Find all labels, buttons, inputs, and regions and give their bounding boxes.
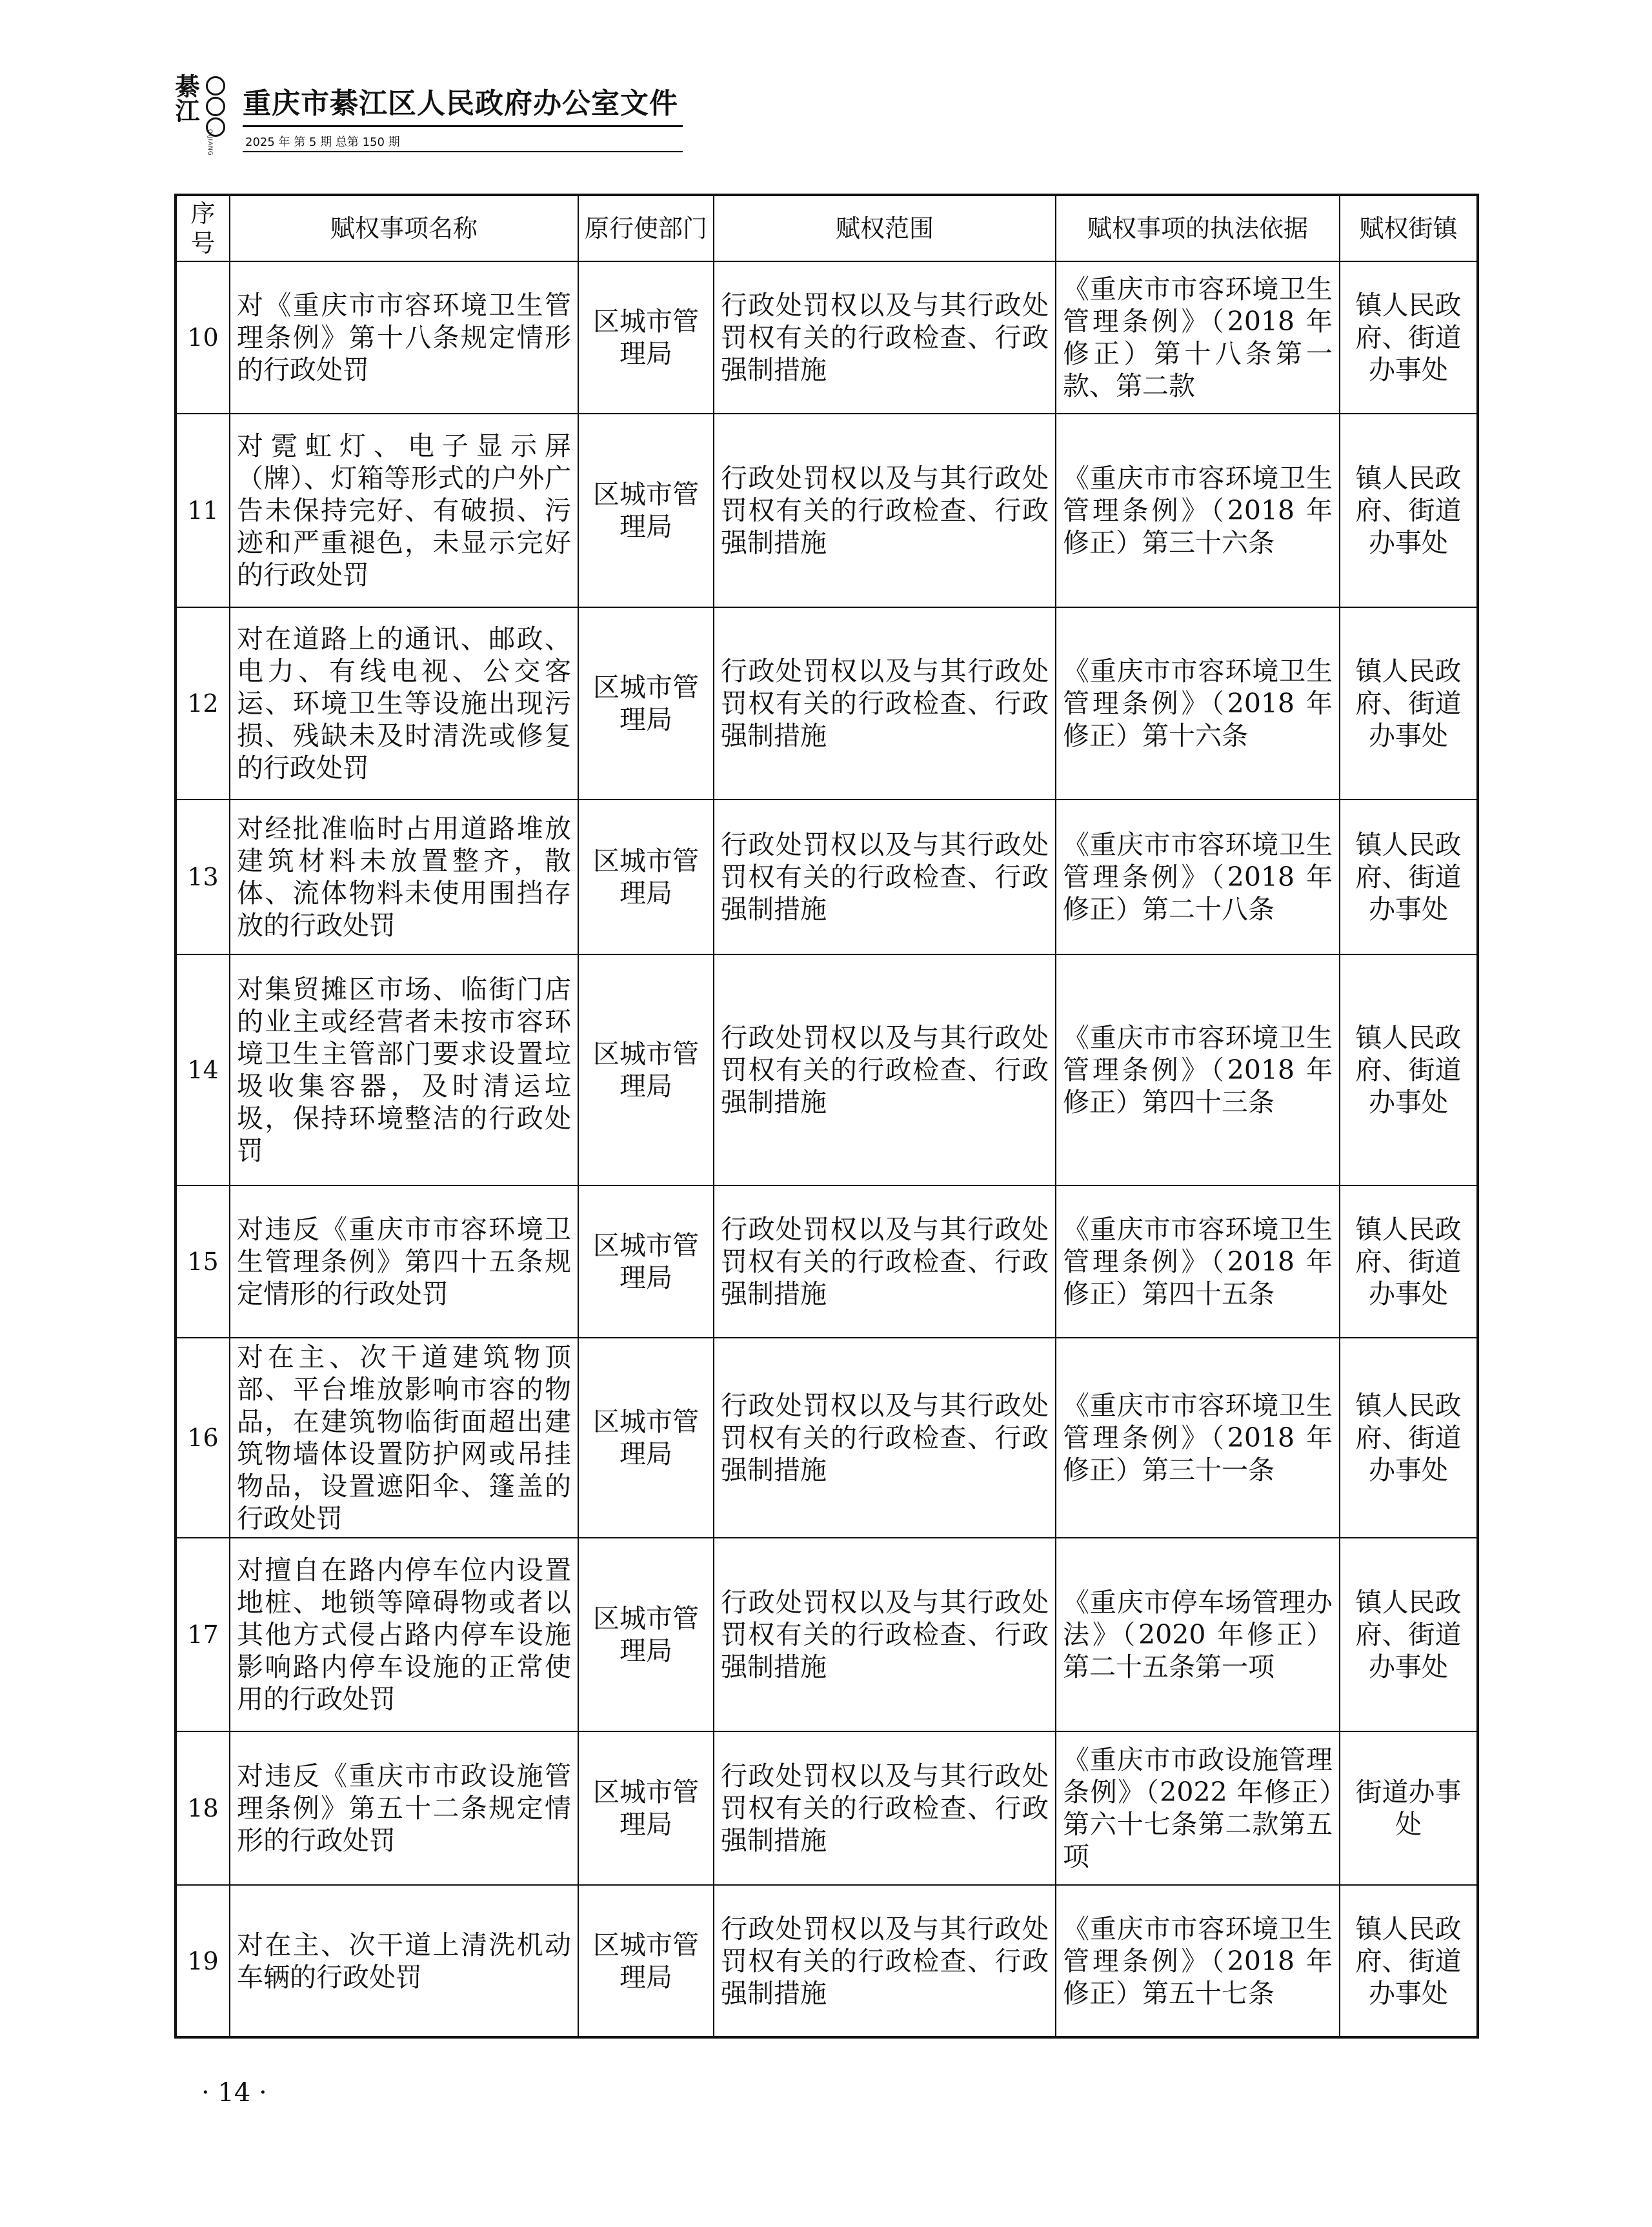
row-number: 14 xyxy=(176,954,230,1185)
empowerment-scope: 行政处罚权以及与其行政处罚权有关的行政检查、行政强制措施 xyxy=(714,607,1056,800)
table-row xyxy=(176,607,1478,800)
page-number: · 14 · xyxy=(201,2078,267,2108)
table-row xyxy=(176,1731,1478,1885)
header-scope: 赋权范围 xyxy=(714,195,1056,261)
row-number: 19 xyxy=(176,1885,230,2037)
qijiang-logo xyxy=(171,71,232,156)
legal-basis: 《重庆市市容环境卫生管理条例》（2018 年修正）第四十五条 xyxy=(1056,1185,1340,1338)
legal-basis: 《重庆市市容环境卫生管理条例》（2018 年修正）第十六条 xyxy=(1056,607,1340,800)
header-num: 序号 xyxy=(176,195,230,261)
item-name: 对违反《重庆市市容环境卫生管理条例》第四十五条规定情形的行政处罚 xyxy=(230,1185,578,1338)
table-row xyxy=(176,1538,1478,1731)
table-row xyxy=(176,800,1478,954)
table-row xyxy=(176,1338,1478,1538)
empowered-town: 镇人民政府、街道办事处 xyxy=(1340,1185,1478,1338)
table-row xyxy=(176,954,1478,1185)
empowered-town: 镇人民政府、街道办事处 xyxy=(1340,954,1478,1185)
empowered-town: 镇人民政府、街道办事处 xyxy=(1340,1338,1478,1538)
empowered-town: 镇人民政府、街道办事处 xyxy=(1340,261,1478,414)
original-department: 区城市管理局 xyxy=(578,1538,714,1731)
issue-info: 2025 年 第 5 期 总第 150 期 xyxy=(245,136,400,149)
item-name: 对集贸摊区市场、临街门店的业主或经营者未按市容环境卫生主管部门要求设置垃圾收集容器，及时清运垃圾，保持环境整洁的行政处罚 xyxy=(230,954,578,1185)
header-divider-bottom xyxy=(243,151,683,152)
empowered-town: 镇人民政府、街道办事处 xyxy=(1340,607,1478,800)
table-row xyxy=(176,1185,1478,1338)
legal-basis: 《重庆市市容环境卫生管理条例》（2018 年修正）第三十六条 xyxy=(1056,414,1340,607)
logo-subtext: QIJIANG xyxy=(206,129,213,156)
item-name: 对《重庆市市容环境卫生管理条例》第十八条规定情形的行政处罚 xyxy=(230,261,578,414)
original-department: 区城市管理局 xyxy=(578,1885,714,2037)
original-department: 区城市管理局 xyxy=(578,800,714,954)
header-divider xyxy=(243,125,683,127)
item-name: 对经批准临时占用道路堆放建筑材料未放置整齐，散体、流体物料未使用围挡存放的行政处罚 xyxy=(230,800,578,954)
empowerment-scope: 行政处罚权以及与其行政处罚权有关的行政检查、行政强制措施 xyxy=(714,414,1056,607)
document-title: 重庆市綦江区人民政府办公室文件 xyxy=(243,87,678,120)
table-header xyxy=(176,195,1478,261)
empowered-town: 镇人民政府、街道办事处 xyxy=(1340,1885,1478,2037)
row-number: 12 xyxy=(176,607,230,800)
logo-text: 綦江 xyxy=(171,74,200,123)
row-number: 13 xyxy=(176,800,230,954)
legal-basis: 《重庆市市政设施管理条例》（2022 年修正）第六十七条第二款第五项 xyxy=(1056,1731,1340,1885)
empowered-town: 街道办事处 xyxy=(1340,1731,1478,1885)
item-name: 对擅自在路内停车位内设置地桩、地锁等障碍物或者以其他方式侵占路内停车设施影响路内停车设施的正常使用的行政处罚 xyxy=(230,1538,578,1731)
original-department: 区城市管理局 xyxy=(578,1731,714,1885)
header-row xyxy=(176,195,1478,261)
empowerment-scope: 行政处罚权以及与其行政处罚权有关的行政检查、行政强制措施 xyxy=(714,1731,1056,1885)
empowerment-scope: 行政处罚权以及与其行政处罚权有关的行政检查、行政强制措施 xyxy=(714,954,1056,1185)
row-number: 17 xyxy=(176,1538,230,1731)
item-name: 对违反《重庆市市政设施管理条例》第五十二条规定情形的行政处罚 xyxy=(230,1731,578,1885)
item-name: 对在主、次干道建筑物顶部、平台堆放影响市容的物品，在建筑物临街面超出建筑物墙体设置防护网或吊挂物品，设置遮阳伞、篷盖的行政处罚 xyxy=(230,1338,578,1538)
header-dept: 原行使部门 xyxy=(578,195,714,261)
empowered-town: 镇人民政府、街道办事处 xyxy=(1340,1538,1478,1731)
document-header xyxy=(173,71,683,155)
empowerment-scope: 行政处罚权以及与其行政处罚权有关的行政检查、行政强制措施 xyxy=(714,261,1056,414)
row-number: 10 xyxy=(176,261,230,414)
legal-basis: 《重庆市市容环境卫生管理条例》（2018 年修正）第三十一条 xyxy=(1056,1338,1340,1538)
empowered-town: 镇人民政府、街道办事处 xyxy=(1340,414,1478,607)
original-department: 区城市管理局 xyxy=(578,1338,714,1538)
row-number: 15 xyxy=(176,1185,230,1338)
table-body xyxy=(176,261,1478,2037)
item-name: 对在主、次干道上清洗机动车辆的行政处罚 xyxy=(230,1885,578,2037)
original-department: 区城市管理局 xyxy=(578,1185,714,1338)
empowerment-scope: 行政处罚权以及与其行政处罚权有关的行政检查、行政强制措施 xyxy=(714,1185,1056,1338)
table-row xyxy=(176,1885,1478,2037)
empowerment-scope: 行政处罚权以及与其行政处罚权有关的行政检查、行政强制措施 xyxy=(714,1538,1056,1731)
legal-basis: 《重庆市市容环境卫生管理条例》（2018 年修正）第十八条第一款、第二款 xyxy=(1056,261,1340,414)
empowered-town: 镇人民政府、街道办事处 xyxy=(1340,800,1478,954)
header-basis: 赋权事项的执法依据 xyxy=(1056,195,1340,261)
logo-circle-icon xyxy=(204,76,227,128)
table-row xyxy=(176,261,1478,414)
row-number: 18 xyxy=(176,1731,230,1885)
empowerment-scope: 行政处罚权以及与其行政处罚权有关的行政检查、行政强制措施 xyxy=(714,1885,1056,2037)
original-department: 区城市管理局 xyxy=(578,261,714,414)
item-name: 对霓虹灯、电子显示屏（牌）、灯箱等形式的户外广告未保持完好、有破损、污迹和严重褪色，未显示完好的行政处罚 xyxy=(230,414,578,607)
empowerment-scope: 行政处罚权以及与其行政处罚权有关的行政检查、行政强制措施 xyxy=(714,1338,1056,1538)
original-department: 区城市管理局 xyxy=(578,607,714,800)
legal-basis: 《重庆市市容环境卫生管理条例》（2018 年修正）第四十三条 xyxy=(1056,954,1340,1185)
row-number: 16 xyxy=(176,1338,230,1538)
header-name: 赋权事项名称 xyxy=(230,195,578,261)
table-row xyxy=(176,414,1478,607)
header-town: 赋权街镇 xyxy=(1340,195,1478,261)
legal-basis: 《重庆市停车场管理办法》（2020 年修正）第二十五条第一项 xyxy=(1056,1538,1340,1731)
row-number: 11 xyxy=(176,414,230,607)
original-department: 区城市管理局 xyxy=(578,414,714,607)
original-department: 区城市管理局 xyxy=(578,954,714,1185)
legal-basis: 《重庆市市容环境卫生管理条例》（2018 年修正）第五十七条 xyxy=(1056,1885,1340,2037)
legal-basis: 《重庆市市容环境卫生管理条例》（2018 年修正）第二十八条 xyxy=(1056,800,1340,954)
empowerment-scope: 行政处罚权以及与其行政处罚权有关的行政检查、行政强制措施 xyxy=(714,800,1056,954)
item-name: 对在道路上的通讯、邮政、电力、有线电视、公交客运、环境卫生等设施出现污损、残缺未及时清洗或修复的行政处罚 xyxy=(230,607,578,800)
empowerment-table xyxy=(174,194,1479,2039)
